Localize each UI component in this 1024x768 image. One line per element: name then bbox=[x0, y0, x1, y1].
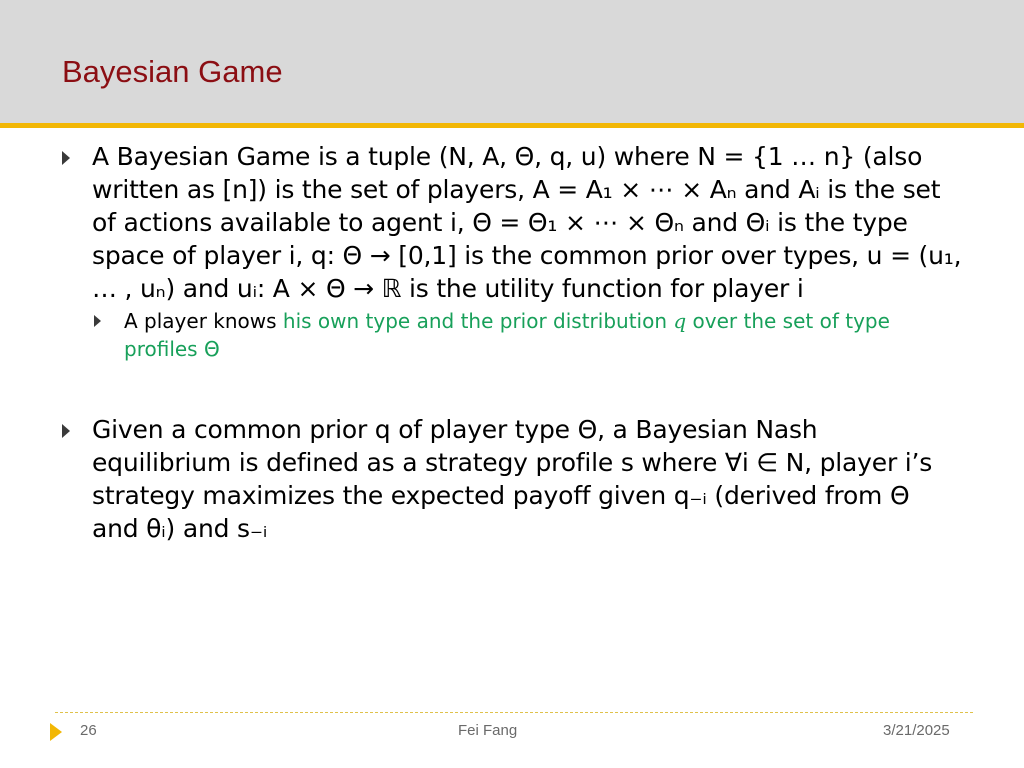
slide-content bbox=[62, 140, 962, 545]
sub-bullet-highlight-end: over the set of type profiles Θ bbox=[124, 309, 890, 361]
footer-date: 3/21/2025 bbox=[883, 722, 950, 739]
sub-bullet-math: q bbox=[673, 309, 687, 333]
bullet-arrow-icon bbox=[94, 315, 101, 327]
sub-bullet-player-knowledge bbox=[94, 307, 962, 363]
bullet-arrow-icon bbox=[62, 424, 70, 438]
footer-divider bbox=[55, 712, 973, 713]
bullet-text: A Bayesian Game is a tuple (N, A, Θ, q, u) where N = {1 … n} (also written as [n]) is the set of players, A = A₁ × ⋯ × Aₙ and Aᵢ is the set of actions available to agent i, Θ = Θ₁ × ⋯ × Θₙ and Θᵢ is the type space of player i, q: Θ → [0,1] is the common prior over types, u = (u₁, … , uₙ) and uᵢ: A × Θ → ℝ is the utility function for player i bbox=[92, 142, 962, 303]
bullet-arrow-icon bbox=[62, 151, 70, 165]
bullet-bayesian-nash-equilibrium bbox=[62, 413, 962, 545]
page-number: 26 bbox=[80, 722, 97, 739]
spacer bbox=[62, 363, 962, 413]
slide-title: Bayesian Game bbox=[62, 54, 283, 89]
sub-bullet-prefix: A player knows bbox=[124, 309, 283, 333]
title-divider bbox=[0, 123, 1024, 128]
footer-author: Fei Fang bbox=[458, 722, 518, 739]
footer-arrow-icon bbox=[50, 723, 62, 741]
sub-bullet-highlight: his own type and the prior distribution bbox=[282, 309, 674, 333]
bullet-text: Given a common prior q of player type Θ, a Bayesian Nash equilibrium is defined as a strategy profile s where ∀i ∈ N, player i’s strategy maximizes the expected payoff given q₋ᵢ (derived from Θ and θᵢ) and s₋ᵢ bbox=[92, 415, 933, 543]
bullet-bayesian-game-definition bbox=[62, 140, 962, 305]
